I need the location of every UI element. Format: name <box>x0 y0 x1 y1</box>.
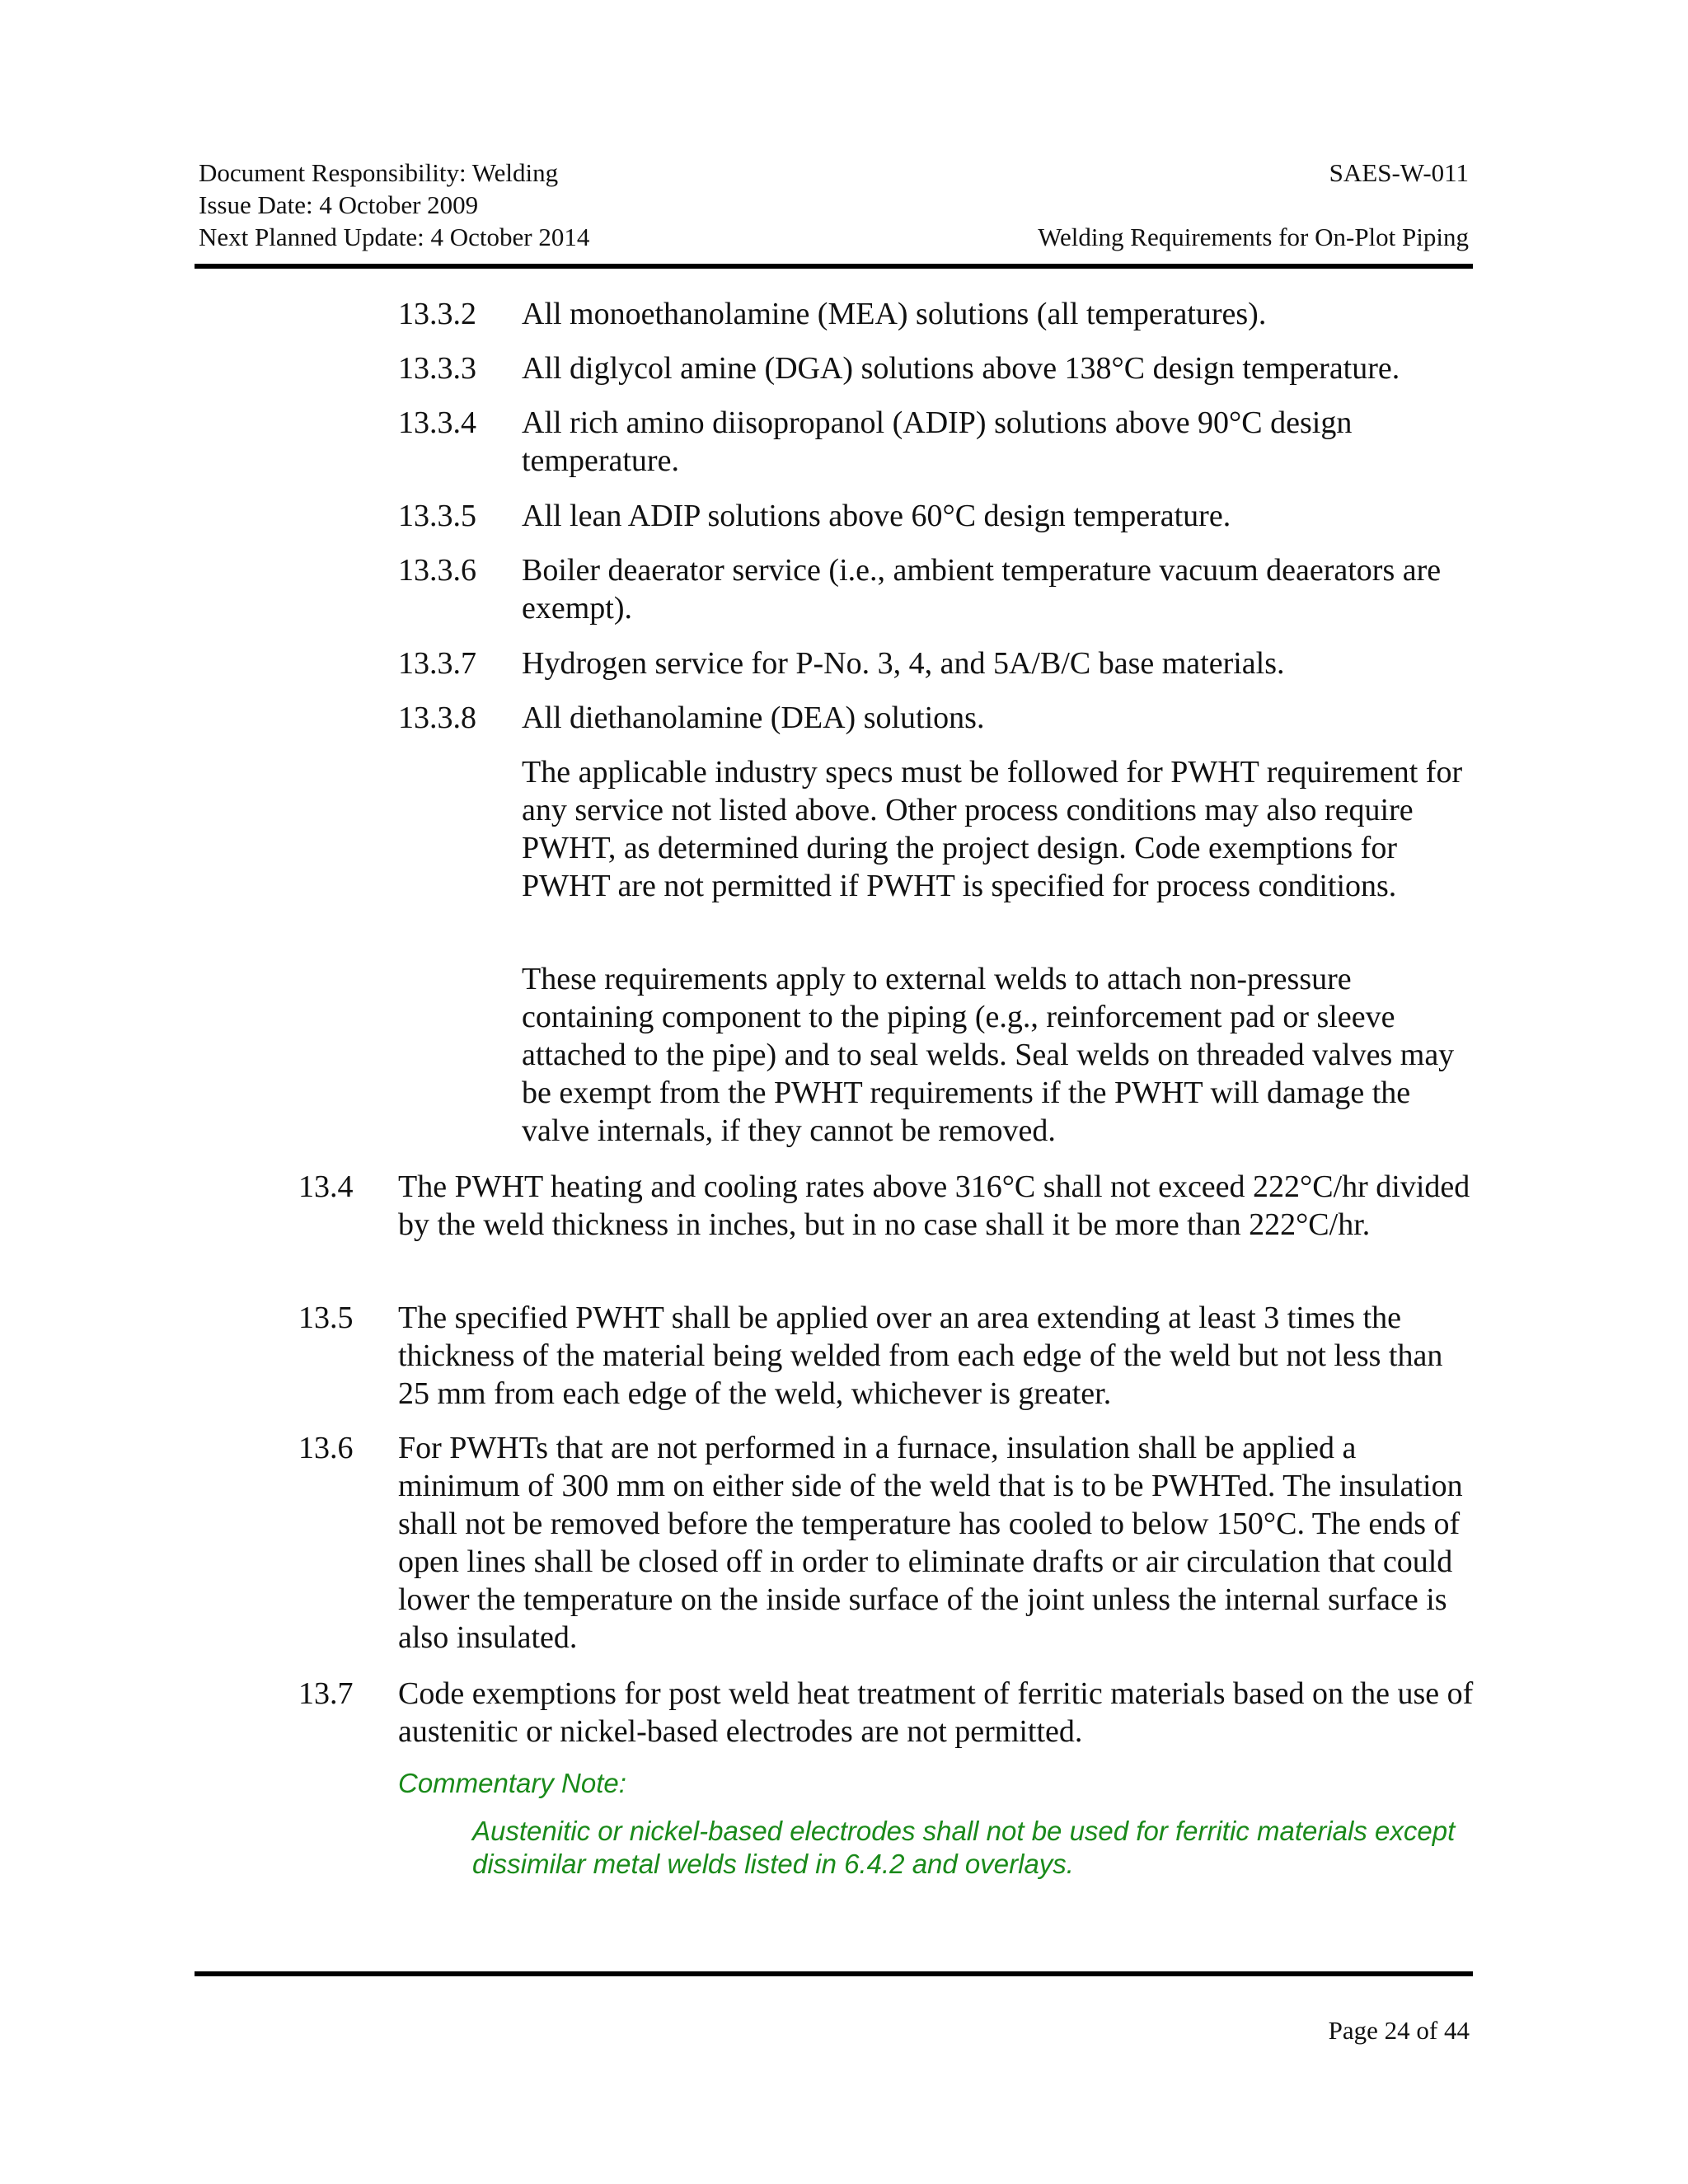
commentary-label: Commentary Note: <box>398 1768 626 1798</box>
section-number: 13.5 <box>298 1301 354 1335</box>
header-row-3 <box>199 221 1469 253</box>
item-number: 13.3.4 <box>398 405 476 440</box>
item-number: 13.3.6 <box>398 553 476 588</box>
item-number: 13.3.8 <box>398 701 476 735</box>
page-number: Page 24 of 44 <box>1328 2016 1470 2045</box>
footer-rule <box>195 1971 1473 1976</box>
item-number: 13.3.5 <box>398 499 476 533</box>
document-responsibility: Document Responsibility: Welding <box>199 158 559 187</box>
section-text: The specified PWHT shall be applied over an area extending at least 3 times the thickness of the material being welded from each edge of the weld but not less than 25 mm from each edge of the weld, whichever is greater. <box>398 1301 1443 1411</box>
header-row-1 <box>199 157 1469 189</box>
item-number: 13.3.7 <box>398 646 476 681</box>
item-text: All lean ADIP solutions above 60°C design temperature. <box>522 499 1231 533</box>
section-number: 13.4 <box>298 1169 354 1204</box>
commentary-note: Austenitic or nickel-based electrodes shall not be used for ferritic materials except dissimilar metal welds listed in 6.4.2 and overlays. <box>472 1816 1456 1879</box>
issue-date: Issue Date: 4 October 2009 <box>199 190 479 219</box>
page-header <box>199 157 1469 253</box>
document-title: Welding Requirements for On-Plot Piping <box>1038 223 1469 251</box>
section-number: 13.7 <box>298 1676 354 1711</box>
item-number: 13.3.2 <box>398 297 476 331</box>
item-text: All diglycol amine (DGA) solutions above 138°C design temperature. <box>522 351 1400 386</box>
header-rule <box>195 264 1473 269</box>
section-number: 13.6 <box>298 1431 354 1465</box>
item-text: Hydrogen service for P-No. 3, 4, and 5A/B/C base materials. <box>522 646 1285 681</box>
item-text: All rich amino diisopropanol (ADIP) solutions above 90°C design temperature. <box>522 405 1353 478</box>
item-number: 13.3.3 <box>398 351 476 386</box>
section-text: The PWHT heating and cooling rates above 316°C shall not exceed 222°C/hr divided by the weld thickness in inches, but in no case shall it be more than 222°C/hr. <box>398 1169 1470 1242</box>
section-text: For PWHTs that are not performed in a furnace, insulation shall be applied a minimum of 300 mm on either side of the weld that is to be PWHTed. The insulation shall not be removed before the temperature has cooled to below 150°C. The ends of open lines shall be closed off in order to eliminate drafts or air circulation that could lower the temperature on the inside surface of the joint unless the internal surface is also insulated. <box>398 1431 1463 1655</box>
item-text: All diethanolamine (DEA) solutions. <box>522 701 985 735</box>
paragraph-text: These requirements apply to external welds to attach non-pressure containing component to the piping (e.g., reinforcement pad or sleeve attached to the pipe) and to seal welds. Seal welds on threaded valves may be exempt from the PWHT requirements if the PWHT will damage the valve internals, if they cannot be removed. <box>522 962 1455 1148</box>
next-planned-update: Next Planned Update: 4 October 2014 <box>199 223 590 251</box>
item-text: Boiler deaerator service (i.e., ambient temperature vacuum deaerators are exempt). <box>522 553 1442 626</box>
header-row-2 <box>199 189 1469 221</box>
paragraph-text: The applicable industry specs must be followed for PWHT requirement for any service not listed above. Other process conditions may also require PWHT, as determined during the project design. Code exemptions for PWHT are not permitted if PWHT is specified for process conditions. <box>522 755 1463 903</box>
document-number: SAES-W-011 <box>1329 158 1469 187</box>
section-text: Code exemptions for post weld heat treatment of ferritic materials based on the use of austenitic or nickel-based electrodes are not permitted. <box>398 1676 1474 1749</box>
item-text: All monoethanolamine (MEA) solutions (all temperatures). <box>522 297 1267 331</box>
